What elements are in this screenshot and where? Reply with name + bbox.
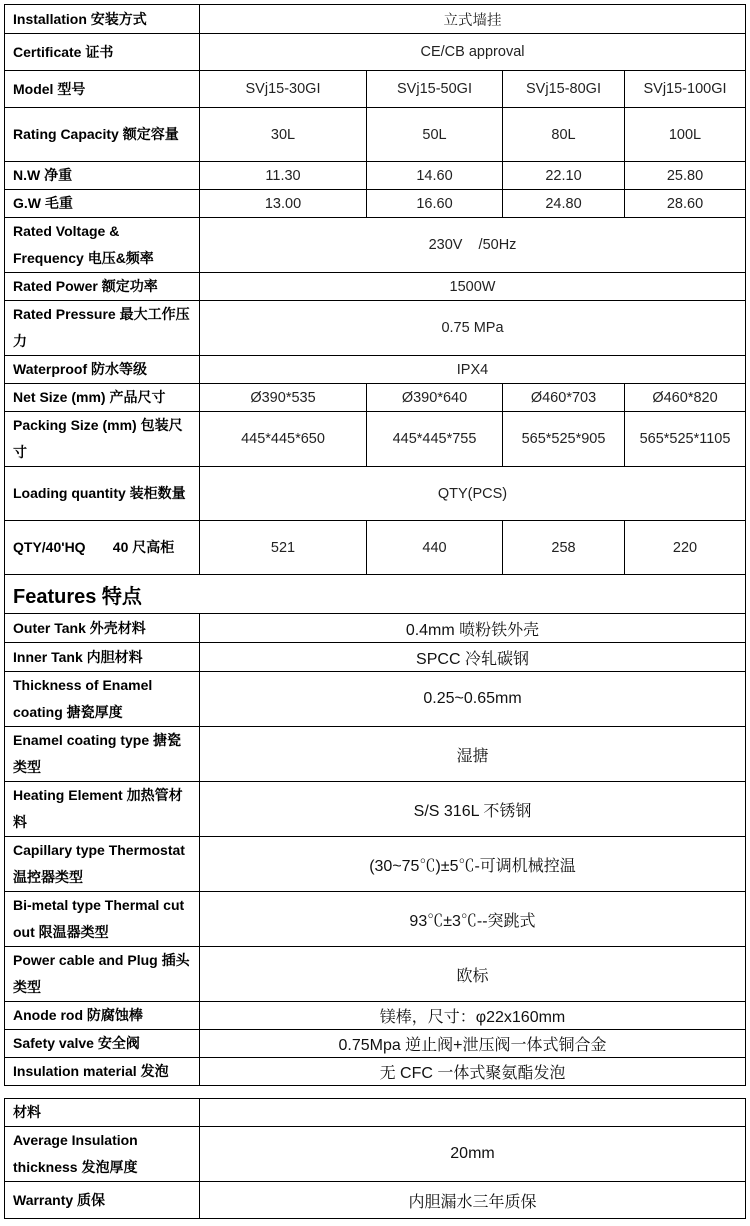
net-size-label: Net Size (mm) 产品尺寸 xyxy=(5,384,200,412)
qty-40hq-cell: 521 xyxy=(200,521,367,575)
row-spacer xyxy=(5,1086,746,1099)
capacity-label: Rating Capacity 额定容量 xyxy=(5,108,200,162)
row-power-cable xyxy=(5,947,746,1002)
row-outer-tank xyxy=(5,614,746,643)
voltage-value: 230V /50Hz xyxy=(200,218,746,273)
safety-valve-label: Safety valve 安全阀 xyxy=(5,1030,200,1058)
enamel-thickness-value: 0.25~0.65mm xyxy=(200,672,746,727)
row-pressure xyxy=(5,301,746,356)
net-size-cell: Ø460*820 xyxy=(625,384,746,412)
material-value xyxy=(200,1099,746,1127)
material-label: 材料 xyxy=(5,1099,200,1127)
anode-rod-value: 镁棒，尺寸：φ22x160mm xyxy=(200,1002,746,1030)
insulation-material-label: Insulation material 发泡 xyxy=(5,1058,200,1086)
insulation-material-value: 无 CFC 一体式聚氨酯发泡 xyxy=(200,1058,746,1086)
waterproof-label: Waterproof 防水等级 xyxy=(5,356,200,384)
pressure-value: 0.75 MPa xyxy=(200,301,746,356)
thermostat-label: Capillary type Thermostat 温控器类型 xyxy=(5,837,200,892)
model-label: Model 型号 xyxy=(5,71,200,108)
row-capacity xyxy=(5,108,746,162)
gross-weight-cell: 24.80 xyxy=(503,190,625,218)
gross-weight-cell: 16.60 xyxy=(367,190,503,218)
packing-size-cell: 445*445*755 xyxy=(367,412,503,467)
row-enamel-thickness xyxy=(5,672,746,727)
power-cable-value: 欧标 xyxy=(200,947,746,1002)
row-gross-weight xyxy=(5,190,746,218)
certificate-label: Certificate 证书 xyxy=(5,34,200,71)
row-inner-tank xyxy=(5,643,746,672)
row-thermal-cutout xyxy=(5,892,746,947)
net-weight-cell: 25.80 xyxy=(625,162,746,190)
capacity-cell: 30L xyxy=(200,108,367,162)
features-heading: Features 特点 xyxy=(5,575,746,614)
model-cell: SVj15-100GI xyxy=(625,71,746,108)
net-weight-cell: 11.30 xyxy=(200,162,367,190)
row-loading-quantity xyxy=(5,467,746,521)
row-thermostat xyxy=(5,837,746,892)
outer-tank-label: Outer Tank 外壳材料 xyxy=(5,614,200,643)
packing-size-cell: 445*445*650 xyxy=(200,412,367,467)
warranty-value: 内胆漏水三年质保 xyxy=(200,1182,746,1219)
power-label: Rated Power 额定功率 xyxy=(5,273,200,301)
certificate-value: CE/CB approval xyxy=(200,34,746,71)
net-weight-label: N.W 净重 xyxy=(5,162,200,190)
loading-quantity-label: Loading quantity 装柜数量 xyxy=(5,467,200,521)
voltage-label: Rated Voltage & Frequency 电压&频率 xyxy=(5,218,200,273)
thermostat-value: (30~75℃)±5℃-可调机械控温 xyxy=(200,837,746,892)
installation-value: 立式墙挂 xyxy=(200,5,746,34)
packing-size-label: Packing Size (mm) 包装尺寸 xyxy=(5,412,200,467)
waterproof-value: IPX4 xyxy=(200,356,746,384)
spec-table xyxy=(4,4,746,1219)
spec-sheet xyxy=(4,4,745,1219)
row-enamel-type xyxy=(5,727,746,782)
model-cell: SVj15-50GI xyxy=(367,71,503,108)
row-qty-40hq xyxy=(5,521,746,575)
outer-tank-value: 0.4mm 喷粉铁外壳 xyxy=(200,614,746,643)
row-insulation-material xyxy=(5,1058,746,1086)
heating-element-value: S/S 316L 不锈钢 xyxy=(200,782,746,837)
heating-element-label: Heating Element 加热管材料 xyxy=(5,782,200,837)
net-size-cell: Ø390*535 xyxy=(200,384,367,412)
power-value: 1500W xyxy=(200,273,746,301)
row-anode-rod xyxy=(5,1002,746,1030)
safety-valve-value: 0.75Mpa 逆止阀+泄压阀一体式铜合金 xyxy=(200,1030,746,1058)
net-size-cell: Ø460*703 xyxy=(503,384,625,412)
row-waterproof xyxy=(5,356,746,384)
row-installation xyxy=(5,5,746,34)
row-average-insulation xyxy=(5,1127,746,1182)
pressure-label: Rated Pressure 最大工作压力 xyxy=(5,301,200,356)
net-weight-cell: 22.10 xyxy=(503,162,625,190)
packing-size-cell: 565*525*905 xyxy=(503,412,625,467)
qty-40hq-cell: 258 xyxy=(503,521,625,575)
row-material xyxy=(5,1099,746,1127)
power-cable-label: Power cable and Plug 插头类型 xyxy=(5,947,200,1002)
average-insulation-value: 20mm xyxy=(200,1127,746,1182)
row-power xyxy=(5,273,746,301)
thermal-cutout-label: Bi-metal type Thermal cut out 限温器类型 xyxy=(5,892,200,947)
capacity-cell: 80L xyxy=(503,108,625,162)
enamel-type-value: 湿搪 xyxy=(200,727,746,782)
row-certificate xyxy=(5,34,746,71)
row-voltage xyxy=(5,218,746,273)
spacer-cell xyxy=(5,1086,746,1099)
row-warranty xyxy=(5,1182,746,1219)
model-cell: SVj15-80GI xyxy=(503,71,625,108)
anode-rod-label: Anode rod 防腐蚀棒 xyxy=(5,1002,200,1030)
row-packing-size xyxy=(5,412,746,467)
warranty-label: Warranty 质保 xyxy=(5,1182,200,1219)
enamel-thickness-label: Thickness of Enamel coating 搪瓷厚度 xyxy=(5,672,200,727)
row-model xyxy=(5,71,746,108)
thermal-cutout-value: 93℃±3℃--突跳式 xyxy=(200,892,746,947)
installation-label: Installation 安装方式 xyxy=(5,5,200,34)
qty-40hq-cell: 220 xyxy=(625,521,746,575)
row-net-weight xyxy=(5,162,746,190)
capacity-cell: 50L xyxy=(367,108,503,162)
gross-weight-cell: 28.60 xyxy=(625,190,746,218)
inner-tank-label: Inner Tank 内胆材料 xyxy=(5,643,200,672)
enamel-type-label: Enamel coating type 搪瓷类型 xyxy=(5,727,200,782)
row-features-heading xyxy=(5,575,746,614)
row-safety-valve xyxy=(5,1030,746,1058)
qty-40hq-cell: 440 xyxy=(367,521,503,575)
loading-quantity-value: QTY(PCS) xyxy=(200,467,746,521)
row-net-size xyxy=(5,384,746,412)
row-heating-element xyxy=(5,782,746,837)
net-weight-cell: 14.60 xyxy=(367,162,503,190)
gross-weight-cell: 13.00 xyxy=(200,190,367,218)
packing-size-cell: 565*525*1105 xyxy=(625,412,746,467)
qty-40hq-label: QTY/40'HQ 40 尺高柜 xyxy=(5,521,200,575)
model-cell: SVj15-30GI xyxy=(200,71,367,108)
capacity-cell: 100L xyxy=(625,108,746,162)
net-size-cell: Ø390*640 xyxy=(367,384,503,412)
average-insulation-label: Average Insulation thickness 发泡厚度 xyxy=(5,1127,200,1182)
gross-weight-label: G.W 毛重 xyxy=(5,190,200,218)
inner-tank-value: SPCC 冷轧碳钢 xyxy=(200,643,746,672)
